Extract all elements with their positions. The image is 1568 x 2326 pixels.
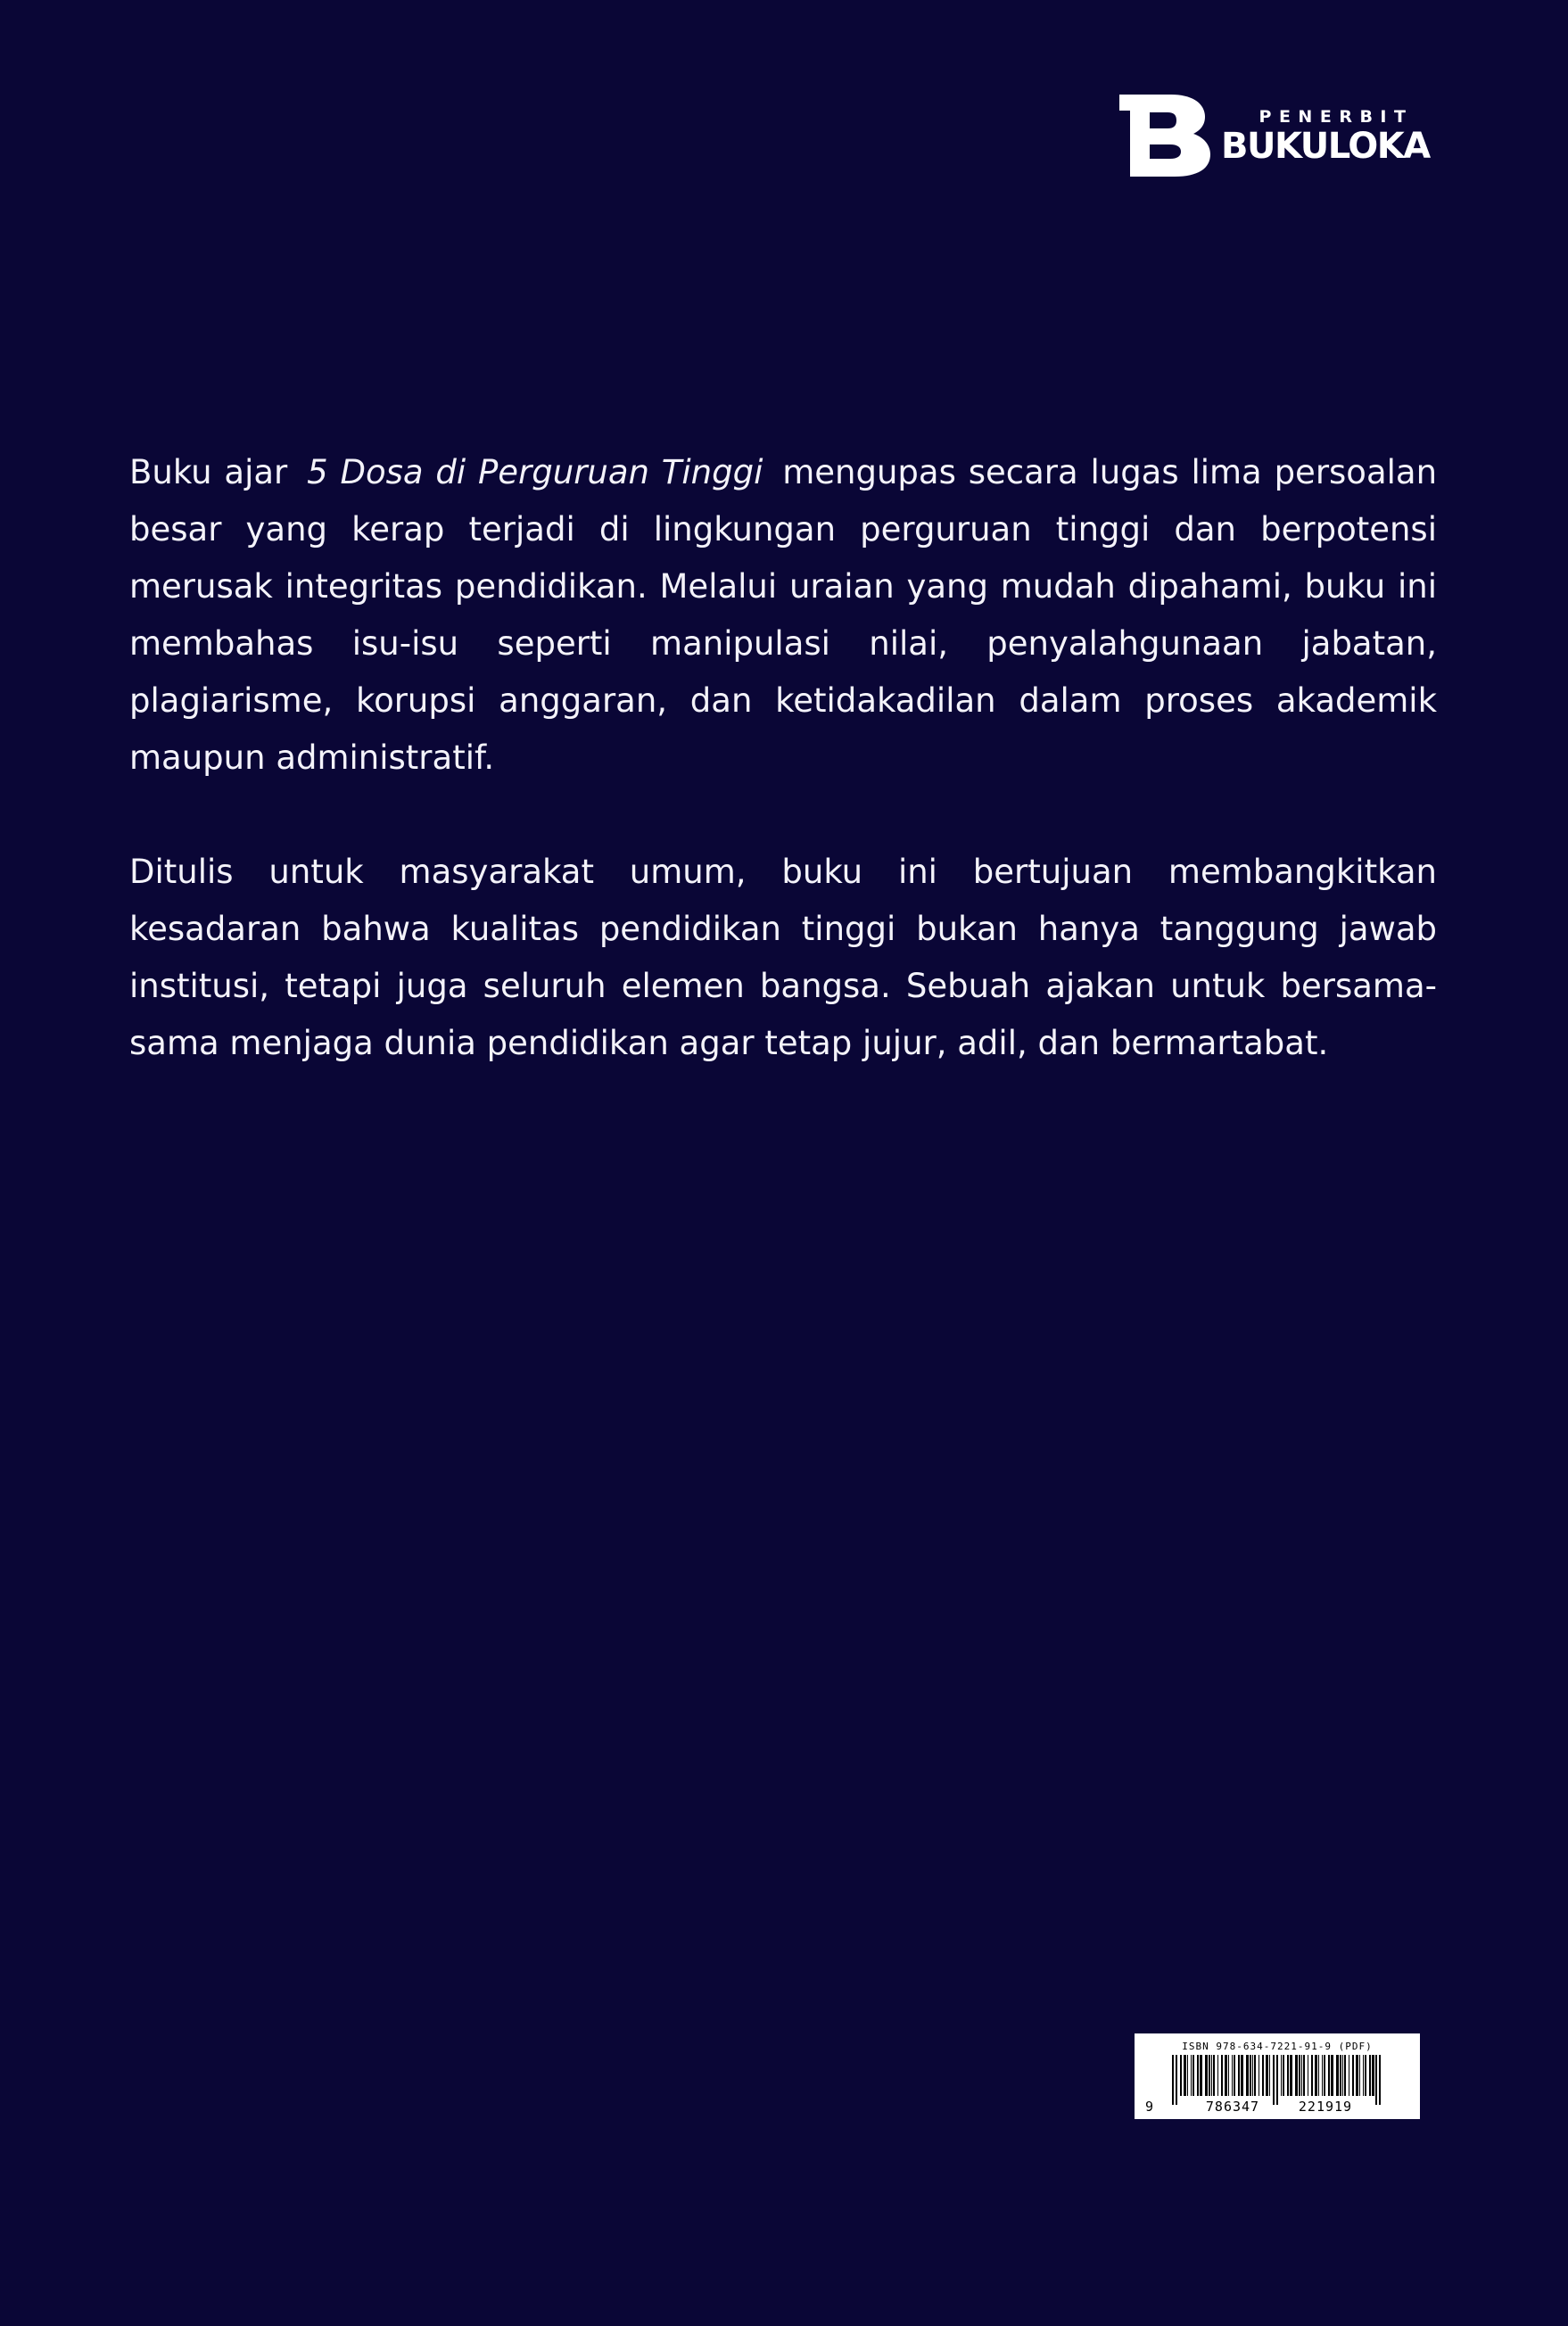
- publisher-wordmark: [1221, 107, 1444, 166]
- publisher-sub-label: PENERBIT: [1259, 107, 1414, 127]
- barcode-right-digits: 221919: [1288, 2099, 1363, 2115]
- publisher-name: BUKULOKA: [1221, 126, 1430, 167]
- publisher-b-logo-icon: [1119, 95, 1212, 177]
- barcode-first-digit: 9: [1145, 2099, 1154, 2115]
- isbn-barcode: [1135, 2033, 1420, 2119]
- publisher-logo: [1119, 95, 1440, 177]
- blurb-paragraph-1-text: mengupas secara lugas lima persoalan besar yang kerap terjadi di lingkungan perguruan tinggi dan berpotensi merusak integritas pendidikan. Melalui uraian yang mudah dipahami, buku ini membahas isu-isu seperti manipulasi nilai, penyalahgunaan jabatan, plagiarisme, korupsi anggaran, dan ketidakadilan dalam proses akademik maupun administratif.: [129, 453, 1438, 777]
- book-blurb: [129, 444, 1437, 1072]
- blurb-paragraph-2: Ditulis untuk masyarakat umum, buku ini bertujuan membangkitkan kesadaran bahwa kualitas pendidikan tinggi bukan hanya tanggung jawab institusi, tetapi juga seluruh elemen bangsa. Sebuah ajakan untuk bersama-sama menjaga dunia pendidikan agar tetap jujur, adil, dan bermartabat.: [129, 853, 1437, 1062]
- blurb-paragraph-1: [129, 444, 1437, 787]
- barcode-bars-icon: [1170, 2055, 1384, 2105]
- blurb-prefix: Buku ajar: [129, 453, 288, 491]
- isbn-label: ISBN 978-634-7221-91-9 (PDF): [1182, 2041, 1373, 2052]
- book-title: 5 Dosa di Perguruan Tinggi: [307, 453, 763, 491]
- barcode-left-digits: 786347: [1195, 2099, 1270, 2115]
